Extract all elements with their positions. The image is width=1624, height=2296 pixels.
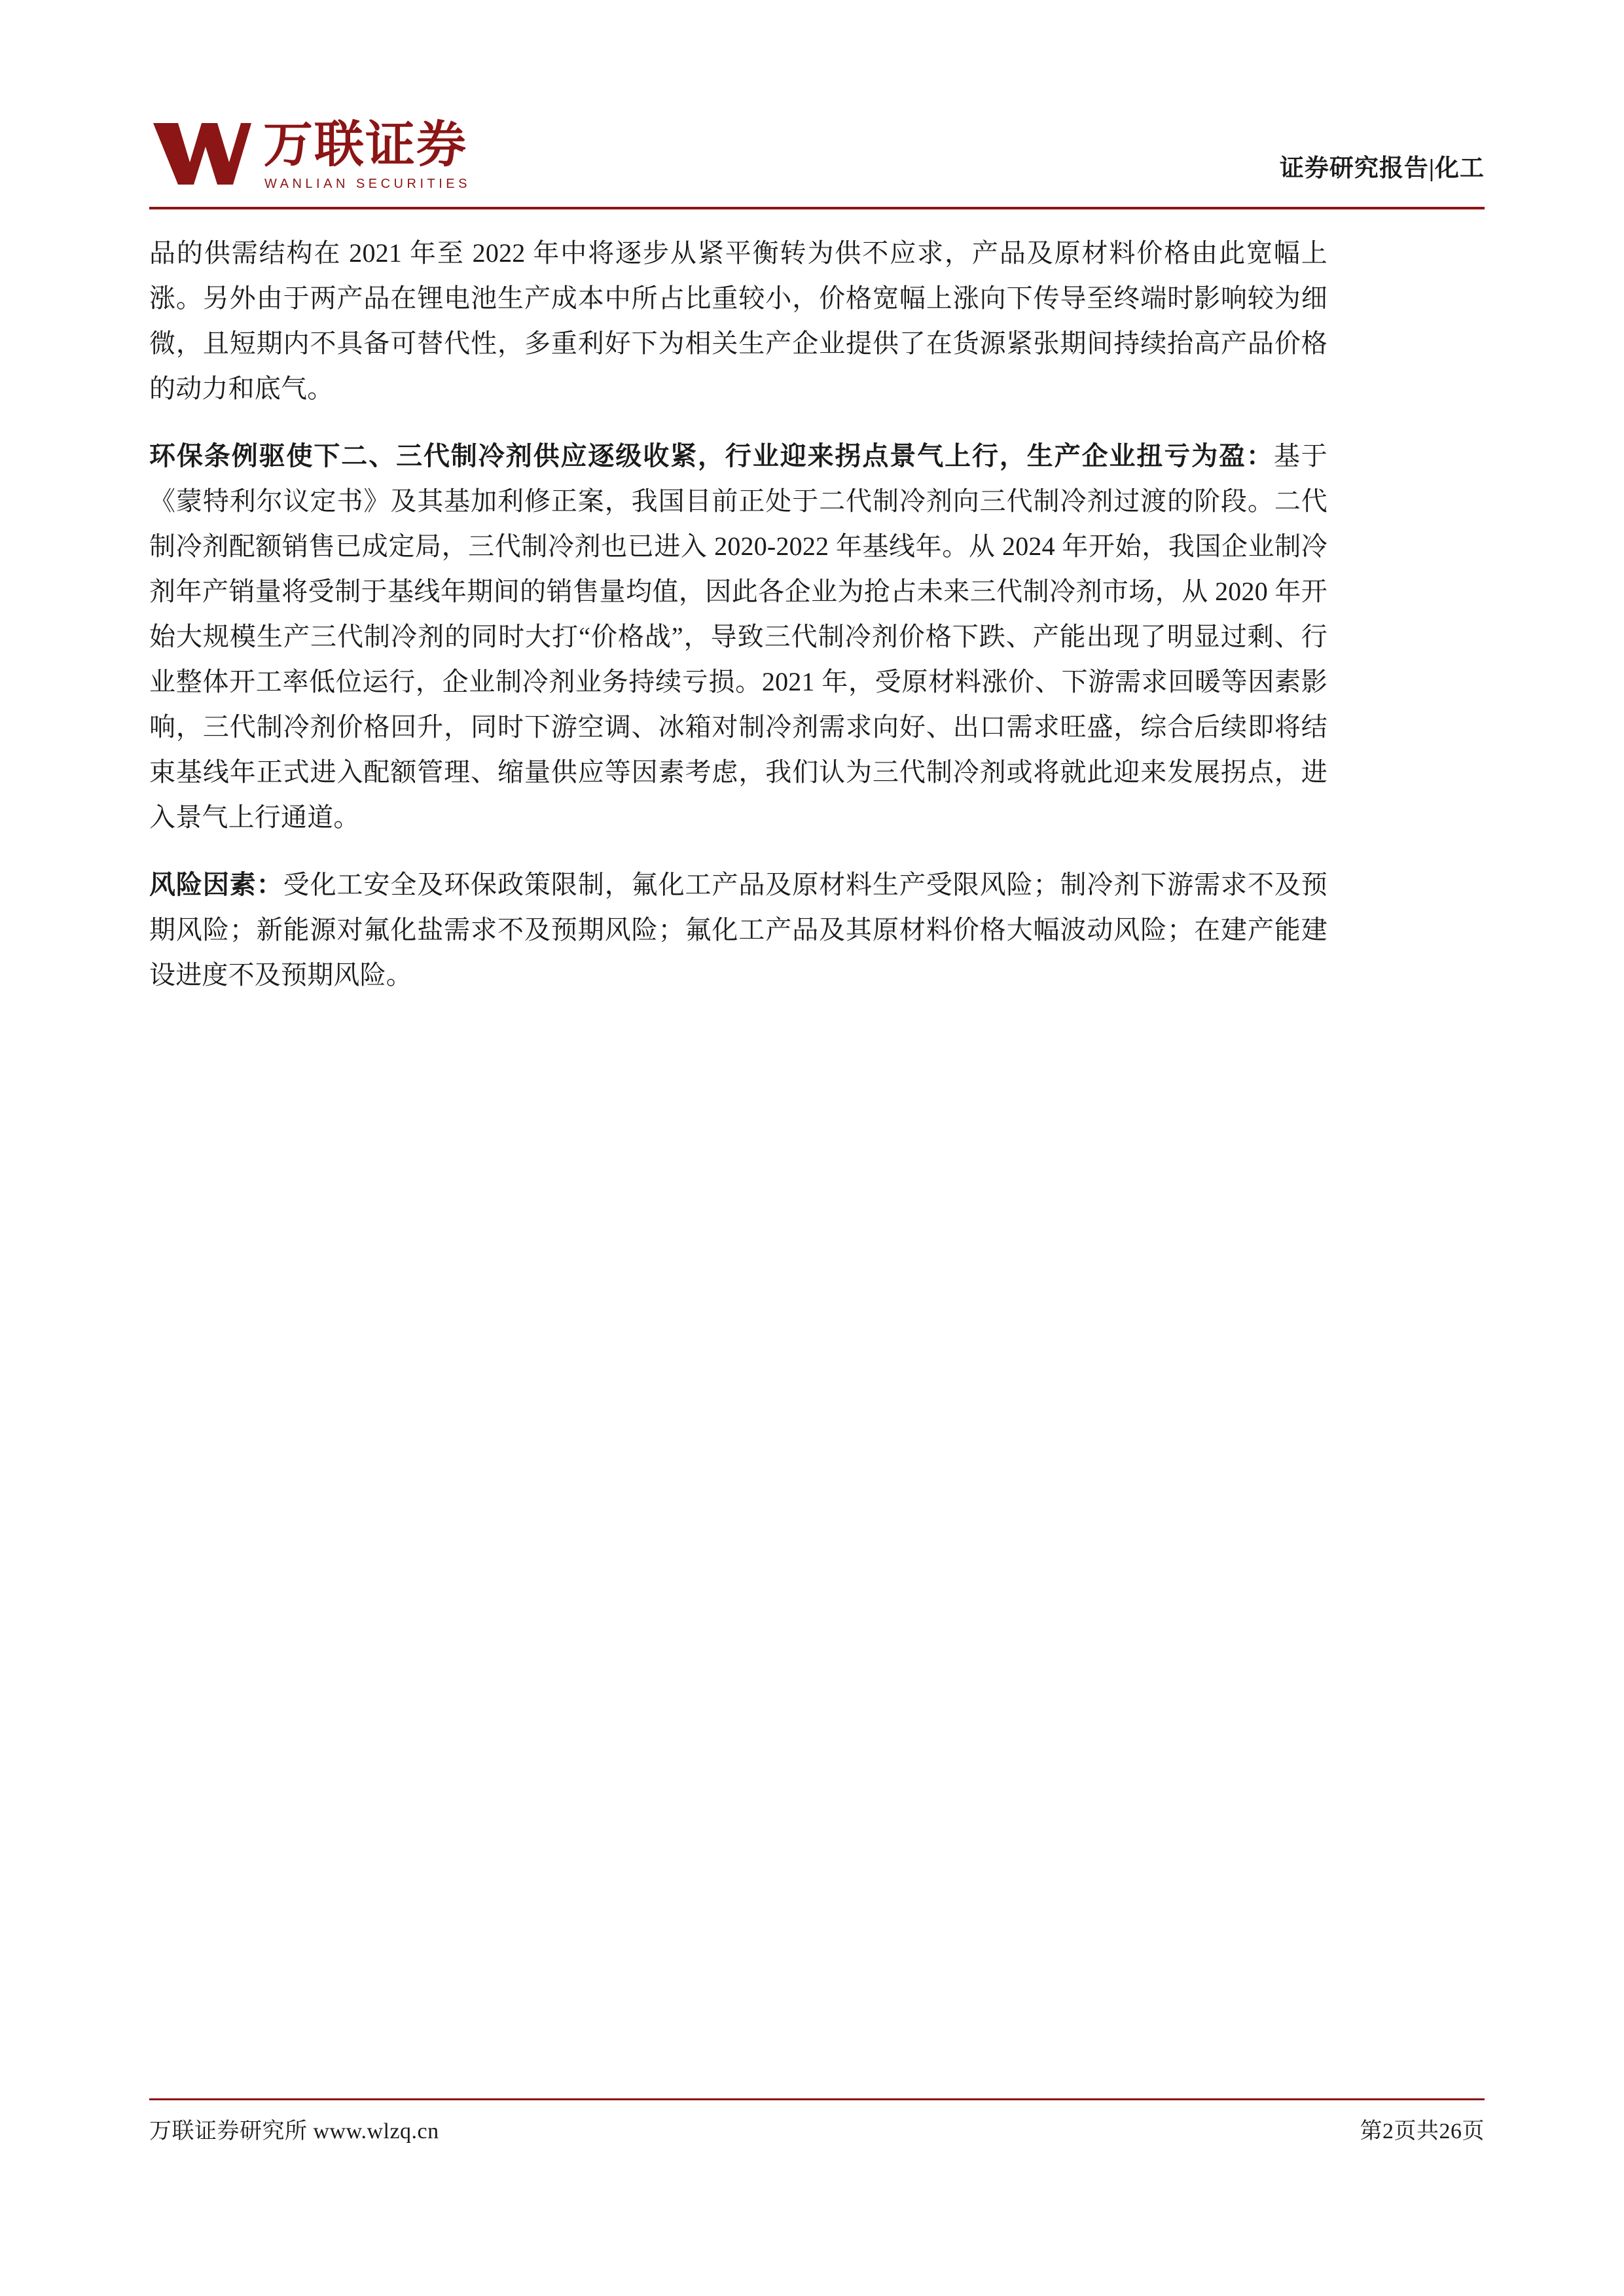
- paragraph-2: [149, 433, 1327, 840]
- paragraph-2-lead: 环保条例驱使下二、三代制冷剂供应逐级收紧，行业迎来拐点景气上行，生产企业扭亏为盈：: [149, 441, 1274, 471]
- header-report-label: 证券研究报告|化工: [1279, 155, 1485, 182]
- document-body: [149, 230, 1327, 1017]
- paragraph-1: [149, 230, 1327, 411]
- paragraph-1-text: 品的供需结构在 2021 年至 2022 年中将逐步从紧平衡转为供不应求，产品及原材料价格由此宽幅上涨。另外由于两产品在锂电池生产成本中所占比重较小，价格宽幅上涨向下传导至终端时影响较为细微，且短期内不具备可替代性，多重利好下为相关生产企业提供了在货源紧张期间持续抬高产品价格的动力和底气。: [149, 238, 1327, 403]
- company-logo: [149, 118, 471, 192]
- header-divider: [149, 207, 1485, 209]
- wanlian-w-logo-icon: [149, 118, 254, 190]
- logo-company-name-en: WANLIAN SECURITIES: [264, 177, 471, 191]
- footer-divider: [149, 2098, 1485, 2100]
- footer-institution-name: 万联证券研究所: [149, 2119, 308, 2144]
- paragraph-2-text: 基于《蒙特利尔议定书》及其基加利修正案，我国目前正处于二代制冷剂向三代制冷剂过渡的阶段。二代制冷剂配额销售已成定局，三代制冷剂也已进入 2020-2022 年基线年。从 2024 年开始，我国企业制冷剂年产销量将受制于基线年期间的销售量均值，因此各企业为抢占未来三代制冷剂市场，从 2020 年开始大规模生产三代制冷剂的同时大打“价格战”，导致三代制冷剂价格下跌、产能出现了明显过剩、行业整体开工率低位运行，企业制冷剂业务持续亏损。2021 年，受原材料涨价、下游需求回暖等因素影响，三代制冷剂价格回升，同时下游空调、冰箱对制冷剂需求向好、出口需求旺盛，综合后续即将结束基线年正式进入配额管理、缩量供应等因素考虑，我们认为三代制冷剂或将就此迎来发展拐点，进入景气上行通道。: [149, 441, 1327, 832]
- logo-company-name-cn: 万联证券: [263, 118, 467, 173]
- footer-institution: [149, 2113, 439, 2145]
- paragraph-3-text: 受化工安全及环保政策限制，氟化工产品及原材料生产受限风险；制冷剂下游需求不及预期风险；新能源对氟化盐需求不及预期风险；氟化工产品及其原材料价格大幅波动风险；在建产能建设进度不及预期风险。: [149, 870, 1328, 990]
- paragraph-3: [149, 862, 1327, 997]
- footer-website: www.wlzq.cn: [313, 2119, 439, 2144]
- paragraph-3-lead: 风险因素：: [149, 870, 283, 899]
- page-header: [149, 111, 1485, 216]
- footer-page-number: 第2页共26页: [1360, 2119, 1485, 2144]
- logo-text-block: [263, 118, 471, 192]
